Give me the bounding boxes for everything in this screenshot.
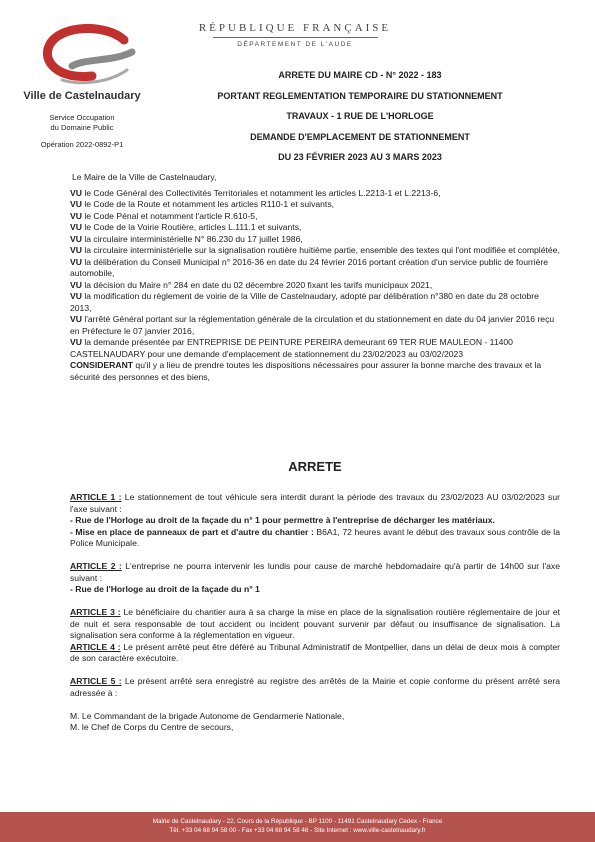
article-1-bullet-2-text: B6A1, 72 heures avant le début des travaux sous contrôle de la Police Municipale.: [70, 526, 560, 548]
departement-heading: DÉPARTEMENT DE L'AUDE: [237, 41, 353, 48]
vu-item: [70, 291, 560, 314]
article-1-bullet-2: [70, 527, 560, 550]
vu-item: [70, 314, 560, 337]
vu-item: [70, 222, 560, 234]
vu-item: [70, 211, 560, 223]
footer-address: Mairie de Castelnaudary - 22, Cours de la République - BP 1100 - 11491 Castelnaudary Cedex - France: [152, 818, 443, 825]
vu-lead: VU: [70, 314, 82, 324]
arrete-heading: ARRETE: [288, 459, 342, 474]
decree-request: DEMANDE D'EMPLACEMENT DE STATIONNEMENT: [250, 131, 470, 142]
article-3-text: Le bénéficiaire du chantier aura à sa charge la mise en place de la signalisation routière réglementaire de jour et de nuit et sera responsable de tout accident ou incident pouvant survenir par défaut ou insuffisance de signalisation. La signalisation sera conforme à la réglementation en vigueur.: [70, 607, 560, 640]
vu-lead: VU: [70, 245, 82, 255]
vu-lead: VU: [70, 337, 82, 347]
article-1-text: Le stationnement de tout véhicule sera interdit durant la période des travaux du 23/02/2023 AU 03/02/2023 sur l'axe suivant :: [70, 492, 560, 514]
preamble: [70, 172, 560, 383]
vu-text: la demande présentée par ENTREPRISE DE PEINTURE PEREIRA demeurant 69 TER RUE MAULEON - 11400 CASTELNAUDARY pour une demande d'emplacement de stationnement du 23/02/2023 au 03/02/2023: [70, 337, 513, 359]
article-4-label: ARTICLE 4 :: [70, 641, 121, 652]
article-2-text: L'entreprise ne pourra intervenir les lundis pour cause de marché hebdomadaire qu'à partir de 14h00 sur l'axe suivant :: [70, 561, 561, 583]
vu-item: [70, 245, 560, 257]
article-1-bullet-1: - Rue de l'Horloge au droit de la façade du n° 1 pour permettre à l'entreprise de décharger les matériaux.: [70, 515, 495, 525]
service-label: [22, 113, 142, 133]
vu-text: la délibération du Conseil Municipal n° 2016-36 en date du 24 février 2016 portant création d'un service public de fourrière automobile,: [70, 256, 549, 278]
heading-divider: [213, 37, 378, 38]
vu-lead: VU: [70, 222, 82, 232]
city-logo-icon: [32, 22, 142, 92]
vu-lead: VU: [70, 256, 82, 267]
decree-title-block: [160, 69, 560, 172]
vu-lead: VU: [70, 199, 82, 209]
article-5-text: Le présent arrêté sera enregistré au registre des arrêtés de la Mairie et copie conforme du présent arrêté sera adressée à :: [70, 676, 560, 698]
article-4-text: Le présent arrêté peut être déféré au Tribunal Administratif de Montpellier, dans un délai de deux mois à compter de son caractère exécutoire.: [70, 641, 560, 663]
footer-contact: Tél. +33 04 68 94 58 00 - Fax +33 04 68 94 58 46 - Site Internet : www.ville-castelnaudary.fr: [169, 827, 426, 834]
vu-text: l'arrêté Général portant sur la réglementation générale de la circulation et du stationnement en date du 04 janvier 2016 reçu en Préfecture le 07 janvier 2016,: [70, 314, 555, 336]
service-line-2: du Domaine Public: [50, 123, 114, 132]
article-5-label: ARTICLE 5 :: [70, 676, 122, 686]
vu-lead: VU: [70, 233, 82, 244]
service-line-1: Service Occupation: [49, 113, 115, 122]
article-1: [70, 492, 560, 515]
vu-item: [70, 337, 560, 360]
considerant-item: [70, 360, 560, 383]
vu-text: le Code Général des Collectivités Territoriales et notamment les articles L.2213-1 et L.2213-6,: [81, 187, 441, 198]
considerant-text: qu'il y a lieu de prendre toutes les dispositions nécessaires pour assurer la bonne marche des travaux et la sécurité des personnes et des biens,: [70, 360, 542, 382]
republique-heading: RÉPUBLIQUE FRANÇAISE: [198, 22, 392, 34]
vu-text: la décision du Maire n° 284 en date du 02 décembre 2020 fixant les tarifs municipaux 2021,: [81, 279, 433, 290]
vu-text: la modification du règlement de voirie de la Ville de Castelnaudary, adopté par délibération n°380 en date du 28 octobre 2013,: [70, 291, 539, 313]
vu-text: la circulaire interministérielle sur la signalisation routière huitième partie, ensemble des textes qui l'ont modifiée et complétée,: [81, 245, 560, 255]
article-3: [70, 607, 560, 642]
vu-item: [70, 234, 560, 246]
article-5: [70, 676, 560, 699]
decree-works: TRAVAUX - 1 RUE DE L'HORLOGE: [286, 111, 434, 121]
article-1-label: ARTICLE 1 :: [70, 492, 122, 502]
vu-item: [70, 199, 560, 211]
articles: [70, 492, 560, 734]
vu-lead: VU: [70, 291, 82, 301]
article-1-bullet-2-bold: - Mise en place de panneaux de part et d'autre du chantier :: [70, 526, 314, 537]
decree-number: ARRETE DU MAIRE CD - N° 2022 - 183: [278, 70, 442, 80]
maire-line: Le Maire de la Ville de Castelnaudary,: [72, 172, 217, 182]
vu-item: [70, 188, 560, 200]
operation-number: Opération 2022-0892-P1: [40, 140, 124, 149]
vu-text: la circulaire interministérielle N° 86.230 du 17 juillet 1986,: [81, 233, 303, 244]
article-4: [70, 642, 560, 665]
city-name: Ville de Castelnaudary: [23, 90, 141, 102]
vu-text: le Code Pénal et notamment l'article R.610-5,: [81, 210, 258, 221]
recipient: M. le Chef de Corps du Centre de secours,: [70, 722, 234, 732]
vu-text: le Code de la Route et notamment les articles R110-1 et suivants,: [81, 199, 335, 209]
article-2-label: ARTICLE 2 :: [70, 561, 122, 571]
vu-lead: VU: [70, 187, 82, 198]
article-2-bullet-1: - Rue de l'Horloge au droit de la façade du n° 1: [70, 584, 260, 594]
recipient: M. Le Commandant de la brigade Autonome de Gendarmerie Nationale,: [70, 710, 345, 721]
considerant-lead: CONSIDERANT: [70, 360, 134, 370]
decree-dates: DU 23 FÉVRIER 2023 AU 3 MARS 2023: [278, 152, 442, 162]
decree-subject: PORTANT REGLEMENTATION TEMPORAIRE DU STATIONNEMENT: [217, 90, 503, 101]
vu-item: [70, 257, 560, 280]
vu-text: le Code de la Voirie Routière, articles L.111.1 et suivants,: [81, 222, 302, 232]
vu-lead: VU: [70, 279, 82, 290]
footer: [0, 812, 595, 842]
article-2: [70, 561, 560, 584]
vu-lead: VU: [70, 210, 82, 221]
article-3-label: ARTICLE 3 :: [70, 607, 121, 617]
vu-item: [70, 280, 560, 292]
